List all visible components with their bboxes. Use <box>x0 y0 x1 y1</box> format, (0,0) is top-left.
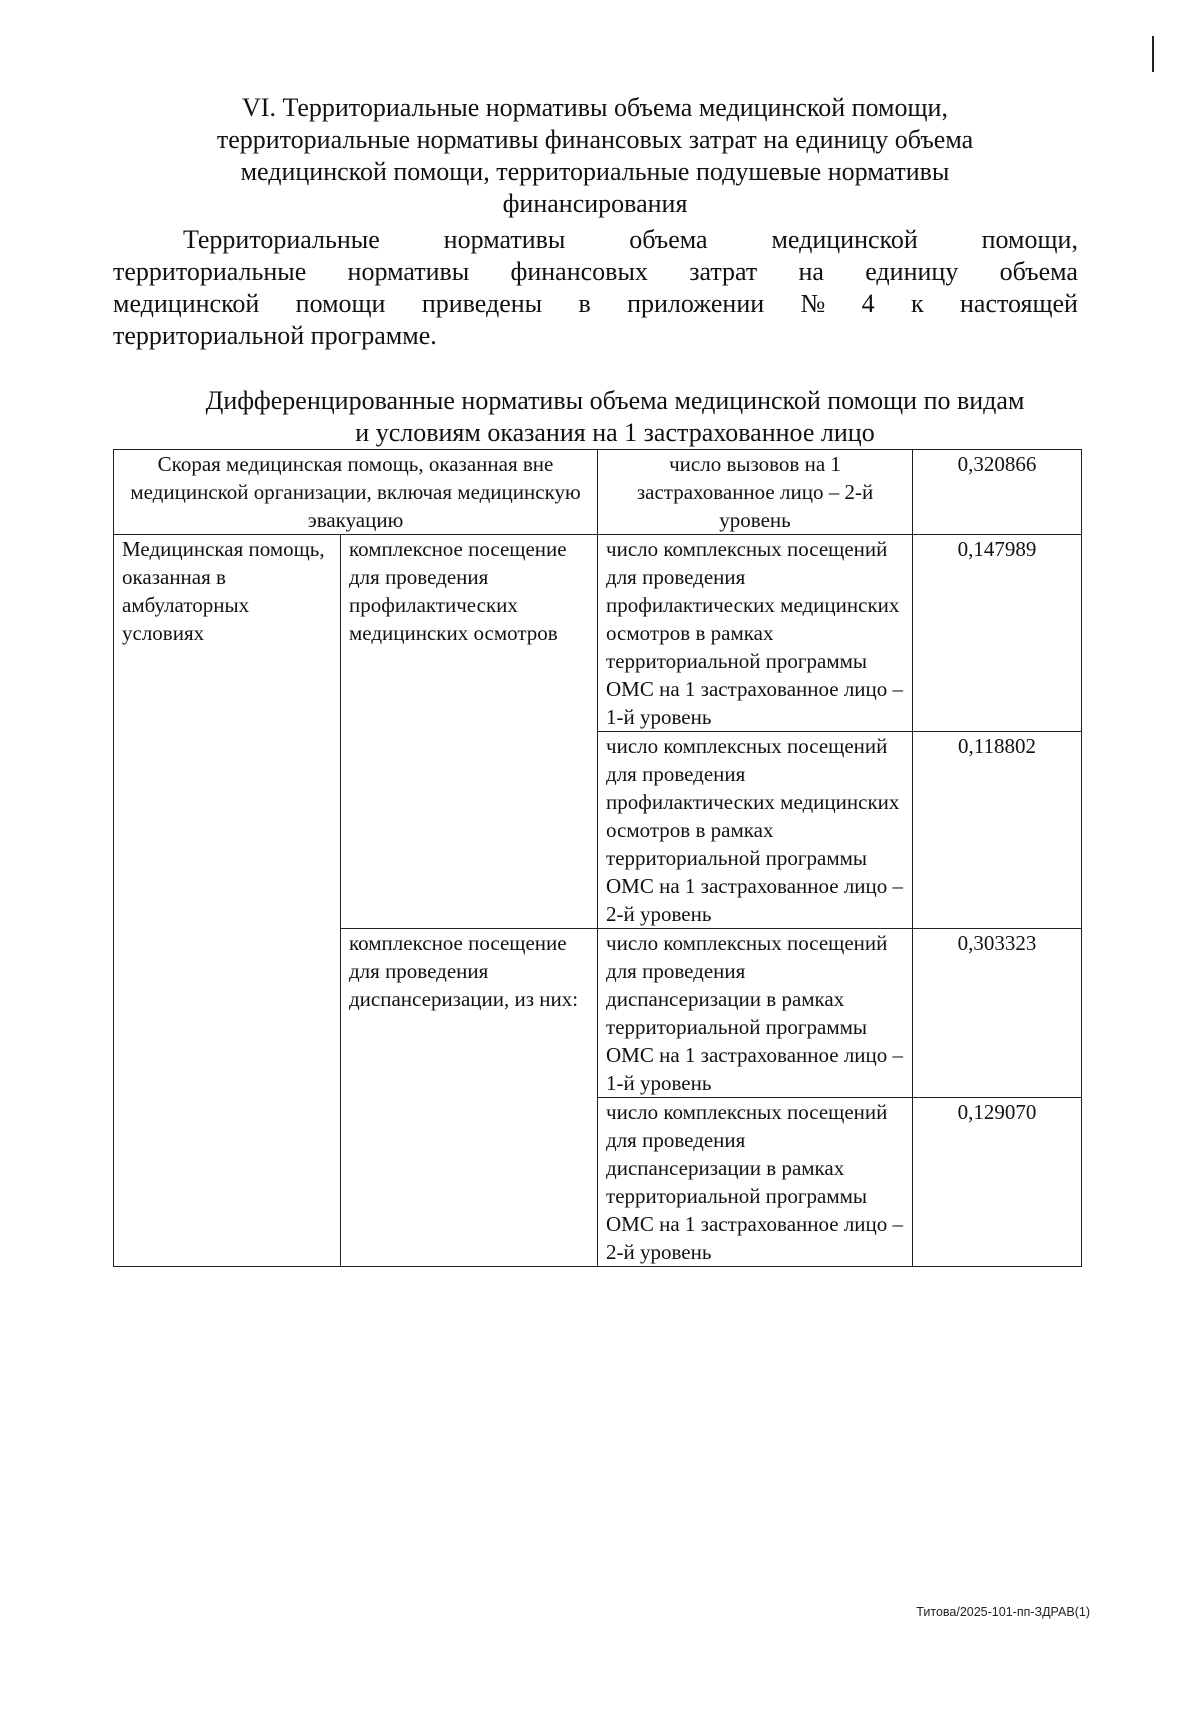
document-code: Титова/2025-101-пп-ЗДРАВ(1) <box>916 1605 1090 1619</box>
heading-line: медицинской помощи, территориальные подушевые нормативы <box>240 157 950 186</box>
word: приведены <box>421 289 543 318</box>
paragraph-line <box>113 288 1078 320</box>
ambulance-value-cell: 0,320866 <box>913 450 1082 535</box>
word: Территориальные <box>183 225 380 254</box>
word: объема <box>629 225 708 254</box>
word: настоящей <box>959 289 1078 318</box>
word: приложении <box>627 289 765 318</box>
measure-cell: число комплексных посещений для проведения диспансеризации в рамках территориальной программы ОМС на 1 застрахованное лицо – 2-й уровень <box>598 1098 913 1267</box>
visit-type-cell: комплексное посещение для проведения диспансеризации, из них: <box>341 929 598 1267</box>
table-caption <box>150 385 1080 449</box>
word: медицинской <box>771 225 918 254</box>
outpatient-label-cell: Медицинская помощь, оказанная в амбулаторных условиях <box>114 535 341 1267</box>
norms-table <box>113 449 1082 1267</box>
heading-line: VI. Территориальные нормативы объема медицинской помощи, <box>242 93 948 122</box>
word: в <box>578 289 591 318</box>
word: нормативы <box>347 257 470 286</box>
caption-line: и условиям оказания на 1 застрахованное лицо <box>355 418 875 447</box>
heading-line: финансирования <box>502 189 688 218</box>
scan-edge-mark <box>1152 36 1154 72</box>
section-heading <box>110 92 1080 220</box>
word: затрат <box>689 257 758 286</box>
value-cell: 0,303323 <box>913 929 1082 1098</box>
ambulance-measure-cell: число вызовов на 1 застрахованное лицо – 2-й уровень <box>598 450 913 535</box>
value-cell: 0,118802 <box>913 732 1082 929</box>
paragraph-line: территориальной программе. <box>113 321 437 350</box>
table-row <box>114 450 1082 535</box>
visit-type-cell: комплексное посещение для проведения профилактических медицинских осмотров <box>341 535 598 929</box>
ambulance-label-cell: Скорая медицинская помощь, оказанная вне медицинской организации, включая медицинскую эвакуацию <box>114 450 598 535</box>
word: № <box>800 289 826 318</box>
word: помощи <box>295 289 386 318</box>
word: 4 <box>861 289 875 318</box>
word: финансовых <box>510 257 648 286</box>
caption-line: Дифференцированные нормативы объема медицинской помощи по видам <box>205 386 1025 415</box>
measure-cell: число комплексных посещений для проведения профилактических медицинских осмотров в рамках территориальной программы ОМС на 1 застрахованное лицо – 1-й уровень <box>598 535 913 732</box>
word: на <box>798 257 824 286</box>
word: медицинской <box>113 289 260 318</box>
measure-cell: число комплексных посещений для проведения диспансеризации в рамках территориальной программы ОМС на 1 застрахованное лицо – 1-й уровень <box>598 929 913 1098</box>
value-cell: 0,147989 <box>913 535 1082 732</box>
table-row <box>114 535 1082 732</box>
measure-cell: число комплексных посещений для проведения профилактических медицинских осмотров в рамках территориальной программы ОМС на 1 застрахованное лицо – 2-й уровень <box>598 732 913 929</box>
paragraph-line <box>113 224 1078 256</box>
word: территориальные <box>113 257 307 286</box>
value-cell: 0,129070 <box>913 1098 1082 1267</box>
intro-paragraph <box>113 224 1078 352</box>
heading-line: территориальные нормативы финансовых затрат на единицу объема <box>216 125 974 154</box>
word: нормативы <box>443 225 566 254</box>
word: объема <box>999 257 1078 286</box>
word: помощи, <box>981 225 1078 254</box>
paragraph-line <box>113 256 1078 288</box>
word: единицу <box>865 257 959 286</box>
word: к <box>911 289 924 318</box>
